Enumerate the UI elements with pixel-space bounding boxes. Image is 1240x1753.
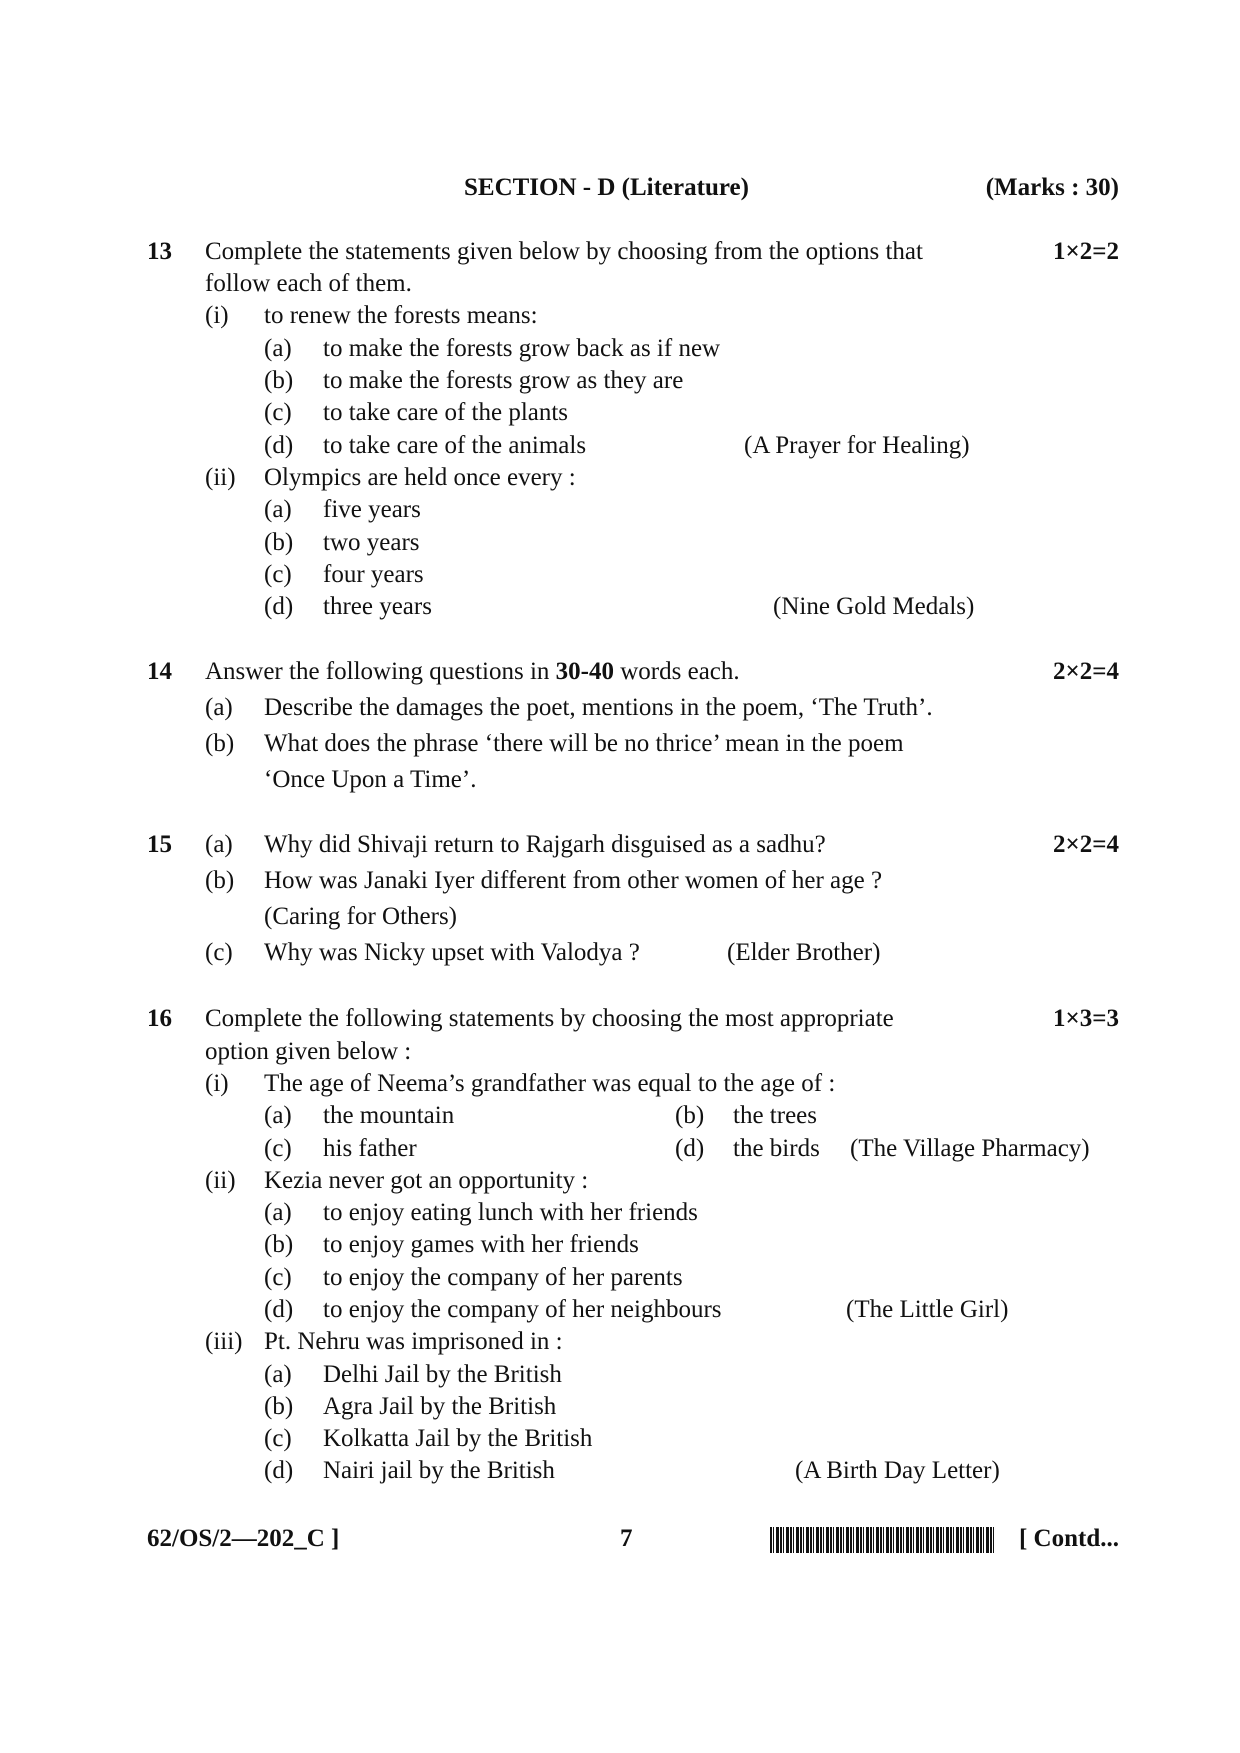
- option-label: (d): [264, 432, 294, 459]
- item-label: (c): [205, 939, 233, 966]
- item-label: (a): [205, 831, 233, 858]
- option-text: to enjoy eating lunch with her friends: [323, 1199, 698, 1226]
- option-label: (b): [264, 367, 294, 394]
- item-text: Describe the damages the poet, mentions in the poem, ‘The Truth’.: [264, 694, 933, 721]
- question-text: Complete the following statements by choosing the most appropriate: [205, 1005, 894, 1032]
- question-marks: 2×2=4: [1053, 831, 1119, 858]
- part-label: (i): [205, 1070, 229, 1097]
- source-title: (Elder Brother): [727, 939, 881, 966]
- option-text: Kolkatta Jail by the British: [323, 1425, 593, 1452]
- option-text: to enjoy the company of her parents: [323, 1264, 683, 1291]
- option-label: (a): [264, 496, 292, 523]
- option-label: (c): [264, 1264, 292, 1291]
- item-label: (a): [205, 694, 233, 721]
- option-text: five years: [323, 496, 421, 523]
- question-marks: 2×2=4: [1053, 658, 1119, 685]
- option-text: to make the forests grow back as if new: [323, 335, 721, 362]
- page-number: 7: [620, 1525, 633, 1552]
- item-text: Why was Nicky upset with Valodya ?: [264, 939, 640, 966]
- question-text: [205, 656, 740, 688]
- question-number: 13: [147, 238, 172, 265]
- option-text: the mountain: [323, 1102, 455, 1129]
- question-text: Complete the statements given below by choosing from the options that: [205, 238, 923, 265]
- option-text: Nairi jail by the British: [323, 1457, 555, 1484]
- source-title: (Nine Gold Medals): [773, 593, 975, 620]
- question-marks: 1×2=2: [1053, 238, 1119, 265]
- option-label: (a): [264, 1102, 292, 1129]
- section-title: SECTION - D (Literature): [464, 174, 749, 201]
- part-label: (iii): [205, 1328, 243, 1355]
- source-title: (A Birth Day Letter): [795, 1457, 1000, 1484]
- part-text: The age of Neema’s grandfather was equal to the age of :: [264, 1070, 836, 1097]
- option-text: Delhi Jail by the British: [323, 1361, 562, 1388]
- part-label: (i): [205, 302, 229, 329]
- option-label: (d): [264, 1296, 294, 1323]
- option-text: four years: [323, 561, 424, 588]
- part-text: Pt. Nehru was imprisoned in :: [264, 1328, 563, 1355]
- part-label: (ii): [205, 1167, 236, 1194]
- part-text: Olympics are held once every :: [264, 464, 576, 491]
- part-label: (ii): [205, 464, 236, 491]
- option-text: the trees: [733, 1102, 817, 1129]
- option-text: to enjoy games with her friends: [323, 1231, 639, 1258]
- source-title: (The Little Girl): [846, 1296, 1009, 1323]
- option-label: (d): [264, 593, 294, 620]
- option-text: two years: [323, 529, 420, 556]
- option-text: to take care of the animals: [323, 432, 587, 459]
- option-label: (b): [264, 529, 294, 556]
- option-label: (c): [264, 1135, 292, 1162]
- contd-label: [ Contd...: [1018, 1525, 1119, 1552]
- option-text: to take care of the plants: [323, 399, 569, 426]
- question-number: 16: [147, 1005, 172, 1032]
- item-text: What does the phrase ‘there will be no thrice’ mean in the poem: [264, 730, 904, 757]
- option-text: the birds: [733, 1135, 820, 1162]
- option-label: (b): [264, 1231, 294, 1258]
- source-title: (A Prayer for Healing): [744, 432, 970, 459]
- option-label: (a): [264, 1361, 292, 1388]
- paper-code: 62/OS/2—202_C ]: [147, 1525, 340, 1552]
- option-label: (c): [264, 1425, 292, 1452]
- question-number: 15: [147, 831, 172, 858]
- option-label: (d): [264, 1457, 294, 1484]
- source-title: (Caring for Others): [264, 903, 457, 930]
- option-label: (a): [264, 335, 292, 362]
- option-label: (d): [675, 1135, 705, 1162]
- option-label: (c): [264, 399, 292, 426]
- question-number: 14: [147, 658, 172, 685]
- option-text: his father: [323, 1135, 417, 1162]
- source-title: (The Village Pharmacy): [850, 1135, 1090, 1162]
- item-label: (b): [205, 867, 235, 894]
- question-text-cont: follow each of them.: [205, 270, 412, 297]
- option-label: (a): [264, 1199, 292, 1226]
- option-text: to make the forests grow as they are: [323, 367, 684, 394]
- item-text: Why did Shivaji return to Rajgarh disguised as a sadhu?: [264, 831, 826, 858]
- intro-text: Answer the following questions in: [205, 658, 556, 685]
- question-text-cont: option given below :: [205, 1038, 412, 1065]
- barcode: [770, 1527, 994, 1553]
- option-label: (c): [264, 561, 292, 588]
- option-label: (b): [264, 1393, 294, 1420]
- option-label: (b): [675, 1102, 705, 1129]
- option-text: to enjoy the company of her neighbours: [323, 1296, 722, 1323]
- section-marks: (Marks : 30): [985, 174, 1119, 201]
- item-text: How was Janaki Iyer different from other women of her age ?: [264, 867, 883, 894]
- word-limit: 30-40: [555, 658, 614, 685]
- item-label: (b): [205, 730, 235, 757]
- question-marks: 1×3=3: [1053, 1005, 1119, 1032]
- option-text: Agra Jail by the British: [323, 1393, 557, 1420]
- part-text: Kezia never got an opportunity :: [264, 1167, 589, 1194]
- intro-text-end: words each.: [614, 658, 740, 685]
- option-text: three years: [323, 593, 432, 620]
- item-text-cont: ‘Once Upon a Time’.: [264, 766, 477, 793]
- part-text: to renew the forests means:: [264, 302, 538, 329]
